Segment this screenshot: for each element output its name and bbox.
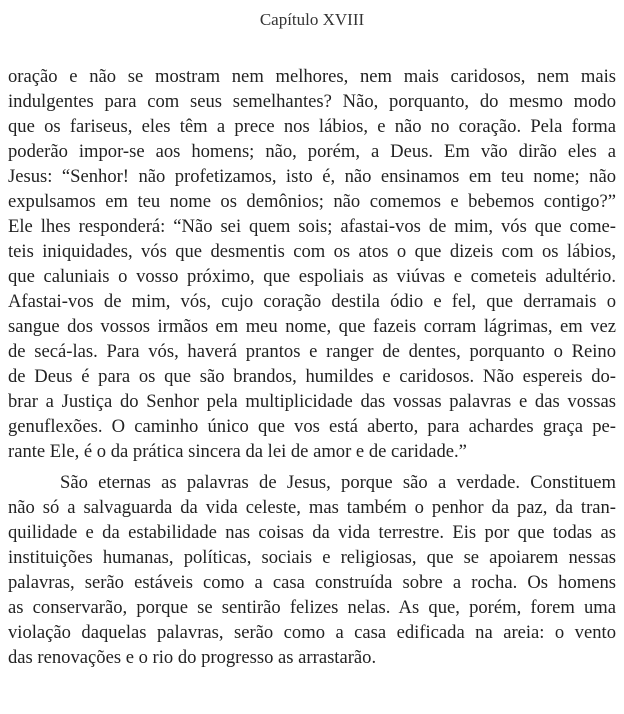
- text-line: das renovações e o rio do progresso as arrastarão.: [8, 647, 377, 668]
- text-line: violação daquelas palavras, serão como a casa edificada na areia: o vento: [8, 622, 616, 643]
- text-line: oração e não se mostram nem melhores, nem mais caridosos, nem mais: [8, 66, 616, 87]
- text-line: genuflexões. O caminho único que vos está aberto, para achardes graça pe-: [8, 416, 616, 437]
- text-line: São eternas as palavras de Jesus, porque são a verdade. Constituem: [60, 472, 616, 493]
- chapter-running-head: Capítulo XVIII: [259, 10, 365, 29]
- text-line: instituições humanas, políticas, sociais e religiosas, que se apoiarem nessas: [8, 547, 616, 568]
- text-line: indulgentes para com seus semelhantes? Não, porquanto, do mesmo modo: [8, 91, 616, 112]
- text-line: palavras, serão estáveis como a casa construída sobre a rocha. Os homens: [8, 572, 616, 593]
- text-line: não só a salvaguarda da vida celeste, mas também o penhor da paz, da tran-: [8, 497, 616, 518]
- text-line: que os fariseus, eles têm a prece nos lábios, e não no coração. Pela forma: [8, 116, 616, 137]
- text-line: sangue dos vossos irmãos em meu nome, que fazeis corram lágrimas, em vez: [8, 316, 616, 337]
- text-line: brar a Justiça do Senhor pela multiplicidade das vossas palavras e das vossas: [8, 391, 616, 412]
- text-line: de secá-las. Para vós, haverá prantos e ranger de dentes, porquanto o Reino: [8, 341, 616, 362]
- text-line: quilidade e da estabilidade nas coisas da vida terrestre. Eis por que todas as: [8, 522, 616, 543]
- text-line: expulsamos em teu nome os demônios; não comemos e bebemos contigo?”: [8, 191, 616, 212]
- text-line: que caluniais o vosso próximo, que espoliais as viúvas e cometeis adultério.: [8, 266, 616, 287]
- text-line: rante Ele, é o da prática sincera da lei de amor e de caridade.”: [8, 441, 467, 462]
- text-line: poderão impor-se aos homens; não, porém, a Deus. Em vão dirão eles a: [8, 141, 616, 162]
- text-line: Jesus: “Senhor! não profetizamos, isto é, não ensinamos em teu nome; não: [8, 166, 616, 187]
- text-line: teis iniquidades, vós que desmentis com os atos o que dizeis com os lábios,: [8, 241, 616, 262]
- text-line: de Deus é para os que são brandos, humildes e caridosos. Não espereis do-: [8, 366, 616, 387]
- text-line: Ele lhes responderá: “Não sei quem sois; afastai-vos de mim, vós que come-: [8, 216, 616, 237]
- text-line: as conservarão, porque se sentirão felizes nelas. As que, porém, forem uma: [8, 597, 616, 618]
- text-line: Afastai-vos de mim, vós, cujo coração destila ódio e fel, que derramais o: [8, 291, 616, 312]
